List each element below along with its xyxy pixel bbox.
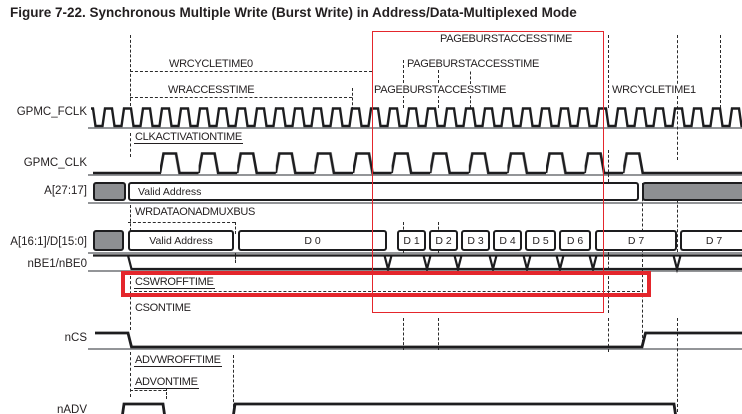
signal-label-addr-data: A[16:1]/D[15:0]: [10, 236, 87, 248]
data-word-text: D 4: [499, 234, 516, 247]
timing-label-wrdataonadmuxbus: WRDATAONADMUXBUS: [135, 206, 256, 218]
timing-label-advwrofftime: ADVWROFFTIME: [135, 354, 221, 366]
data-word-box-d0: [238, 230, 387, 251]
timing-label-wrcycletime1: WRCYCLETIME1: [612, 84, 696, 96]
addr-high-idle-block-end: [642, 182, 742, 201]
data-word-text: D 5: [532, 234, 549, 247]
waveform-nbe: [88, 250, 742, 276]
measure-line-wrdataonadmuxbus: [128, 222, 235, 223]
timing-label-clkactivationtime: CLKACTIVATIONTIME: [135, 131, 242, 143]
addr-high-valid-block: [128, 182, 639, 201]
waveform-gpmc-fclk: [88, 104, 742, 131]
guide-line: [130, 276, 131, 330]
waveform-ncs: [88, 326, 742, 352]
guide-line: [677, 35, 678, 160]
data-word-box-d1: [397, 230, 426, 251]
timing-label-cswrofftime: CSWROFFTIME: [135, 276, 214, 288]
timing-label-wraccesstime: WRACCESSTIME: [168, 84, 255, 96]
data-word-box-d7: [595, 230, 677, 251]
data-word-text: D 3: [467, 234, 484, 247]
timing-label-advontime: ADVONTIME: [135, 376, 198, 388]
signal-label-nadv: nADV: [56, 404, 87, 414]
data-word-box-d2: [429, 230, 458, 251]
addr-high-idle-block: [93, 182, 126, 201]
timing-label-pageburstaccesstime-1: PAGEBURSTACCESSTIME: [440, 33, 573, 45]
guide-line: [608, 35, 609, 108]
addr-data-valid-text: Valid Address: [149, 234, 213, 247]
measure-line-cswrofftime: [134, 291, 640, 292]
timing-label-pageburstaccesstime-3: PAGEBURSTACCESSTIME: [374, 84, 507, 96]
baseline-addr-high: [88, 202, 742, 204]
timing-label-wrcycletime0: WRCYCLETIME0: [169, 58, 253, 70]
timing-label-pageburstaccesstime-2: PAGEBURSTACCESSTIME: [407, 58, 540, 70]
measure-line-advontime: [130, 390, 166, 391]
data-word-box-d7-last: [680, 230, 742, 251]
guide-line: [130, 205, 131, 231]
guide-line: [235, 222, 236, 234]
data-word-box-d3: [461, 230, 490, 251]
data-word-text: D 7: [627, 234, 645, 247]
data-word-text: D 0: [304, 234, 321, 247]
measure-line-wraccesstime: [130, 97, 352, 98]
signal-label-gpmc-fclk: GPMC_FCLK: [16, 106, 87, 118]
addr-data-valid-block: [128, 230, 234, 251]
data-word-box-d6: [559, 230, 591, 251]
data-word-box-d4: [493, 230, 522, 251]
measure-line-wrcycletime0: [130, 71, 372, 72]
data-word-text: D 7: [705, 234, 723, 247]
signal-label-nbe: nBE1/nBE0: [27, 258, 87, 270]
timing-label-csontime: CSONTIME: [135, 302, 191, 314]
data-word-box-d5: [525, 230, 556, 251]
addr-high-valid-text: Valid Address: [138, 185, 202, 198]
addr-data-idle-block: [93, 230, 124, 251]
data-word-text: D 1: [403, 234, 420, 247]
data-word-text: D 2: [435, 234, 452, 247]
guide-line: [720, 35, 721, 108]
data-word-text: D 6: [566, 234, 584, 247]
figure-title: Figure 7-22. Synchronous Multiple Write (Burst Write) in Address/Data-Multiplexed Mode: [10, 5, 577, 20]
signal-label-addr-high: A[27:17]: [44, 185, 87, 197]
waveform-nadv: [88, 392, 742, 414]
signal-label-ncs: nCS: [64, 332, 87, 344]
signal-label-gpmc-clk: GPMC_CLK: [23, 157, 87, 169]
waveform-gpmc-clk: [88, 148, 742, 178]
